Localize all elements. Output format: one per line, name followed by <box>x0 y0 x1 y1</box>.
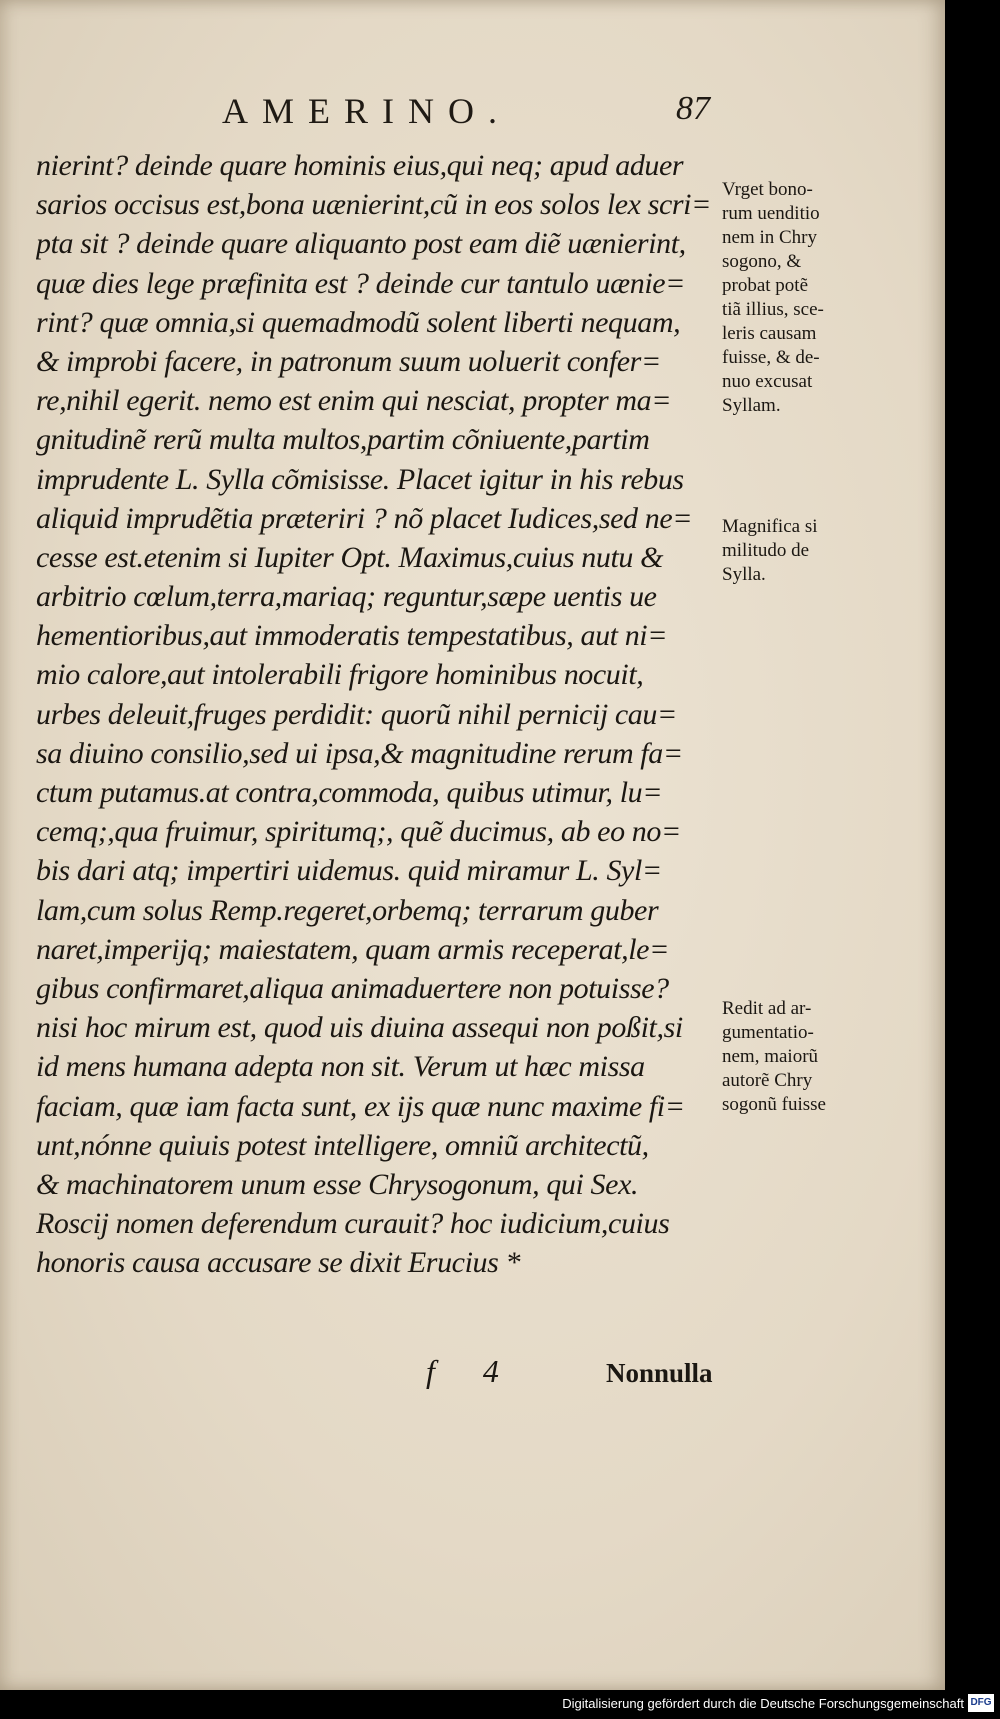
running-head: AMERINO. <box>222 91 511 131</box>
marginal-note <box>722 997 902 1117</box>
digitization-credit: Digitalisierung gefördert durch die Deutsche Forschungsgemeinschaft <box>562 1696 964 1711</box>
marginal-note-line: nem, maiorũ <box>722 1046 819 1067</box>
marginal-note-line: Magnifica si <box>722 516 818 537</box>
text-line: faciam, quæ iam facta sunt, ex ijs quæ nunc maxime fi= <box>36 1089 685 1123</box>
text-line: hementioribus,aut immoderatis tempestatibus, aut ni= <box>36 619 668 653</box>
text-line: & improbi facere, in patronum suum uoluerit confer= <box>36 344 661 378</box>
text-line: gnitudinẽ rerũ multa multos,partim cõniuente,partim <box>36 423 650 457</box>
text-line: sa diuino consilio,sed ui ipsa,& magnitudine rerum fa= <box>36 736 683 770</box>
text-line: honoris causa accusare se dixit Erucius * <box>36 1246 521 1280</box>
marginal-note-line: sogonũ fuisse <box>722 1094 826 1115</box>
marginal-note-line: militudo de <box>722 540 810 561</box>
main-text <box>36 146 716 1282</box>
page-header <box>0 90 945 130</box>
marginal-note <box>722 515 902 587</box>
text-line: rint? quæ omnia,si quemadmodũ solent liberti nequam, <box>36 305 681 339</box>
text-line: unt,nónne quiuis potest intelligere, omniũ architectũ, <box>36 1128 649 1162</box>
text-line: ctum putamus.at contra,commoda, quibus utimur, lu= <box>36 776 663 809</box>
marginal-note-line: sogono, & <box>722 251 802 272</box>
text-line: nierint? deinde quare hominis eius,qui neq; apud aduer <box>36 149 684 182</box>
text-line: urbes deleuit,fruges perdidit: quorũ nihil pernicij cau= <box>36 697 677 731</box>
text-line: arbitrio cœlum,terra,mariaq; reguntur,sæpe uentis ue <box>36 580 657 614</box>
text-line: bis dari atq; impertiri uidemus. quid miramur L. Syl= <box>36 854 662 888</box>
text-line: re,nihil egerit. nemo est enim qui nesciat, propter ma= <box>36 384 672 418</box>
text-line: nisi hoc mirum est, quod uis diuina assequi non poßit,si <box>36 1011 683 1045</box>
dfg-logo: DFG <box>968 1694 994 1712</box>
text-line: id mens humana adepta non sit. Verum ut hæc missa <box>36 1050 645 1084</box>
page-number: 87 <box>676 90 710 127</box>
footer-bar <box>0 1690 1000 1719</box>
marginal-note-line: Vrget bono- <box>722 179 813 200</box>
text-line: cesse est.etenim si Iupiter Opt. Maximus,cuius nutu & <box>36 540 664 574</box>
marginal-note-line: leris causam <box>722 323 817 344</box>
text-line: pta sit ? deinde quare aliquanto post eam diẽ uænierint, <box>36 227 686 261</box>
catchword: Nonnulla <box>606 1358 713 1388</box>
marginal-note-line: Redit ad ar- <box>722 998 812 1019</box>
marginal-note-line: tiã illius, sce- <box>722 299 824 320</box>
marginal-note-line: gumentatio- <box>722 1022 814 1043</box>
text-line: imprudente L. Sylla cõmisisse. Placet igitur in his rebus <box>36 462 684 496</box>
text-line: lam,cum solus Remp.regeret,orbemq; terrarum guber <box>36 893 659 927</box>
marginal-note-line: rum uenditio <box>722 203 820 224</box>
marginal-note-line: nem in Chry <box>722 227 817 248</box>
marginal-note-line: fuisse, & de- <box>722 347 820 368</box>
marginal-note <box>722 178 902 418</box>
text-line: aliquid imprudẽtia præteriri ? nõ placet Iudices,sed ne= <box>36 501 693 535</box>
text-line: naret,imperijq; maiestatem, quam armis receperat,le= <box>36 932 669 966</box>
text-line: mio calore,aut intolerabili frigore hominibus nocuit, <box>36 658 644 692</box>
text-line: Roscij nomen deferendum curauit? hoc iudicium,cuius <box>36 1207 670 1241</box>
text-line: & machinatorem unum esse Chrysogonum, qui Sex. <box>36 1167 639 1201</box>
text-line: cemq;,qua fruimur, spiritumq;, quẽ ducimus, ab eo no= <box>36 815 681 849</box>
text-line: quæ dies lege præfinita est ? deinde cur tantulo uænie= <box>36 266 686 300</box>
marginal-note-line: nuo excusat <box>722 371 813 392</box>
marginal-note-line: autorẽ Chry <box>722 1070 813 1091</box>
signature-mark: f 4 <box>426 1353 519 1389</box>
marginal-note-line: Sylla. <box>722 564 766 585</box>
marginal-note-line: probat potẽ <box>722 275 809 296</box>
marginal-note-line: Syllam. <box>722 395 781 416</box>
text-line: gibus confirmaret,aliqua animaduertere non potuisse? <box>36 971 669 1005</box>
text-line: sarios occisus est,bona uænierint,cũ in eos solos lex scri= <box>36 188 711 222</box>
